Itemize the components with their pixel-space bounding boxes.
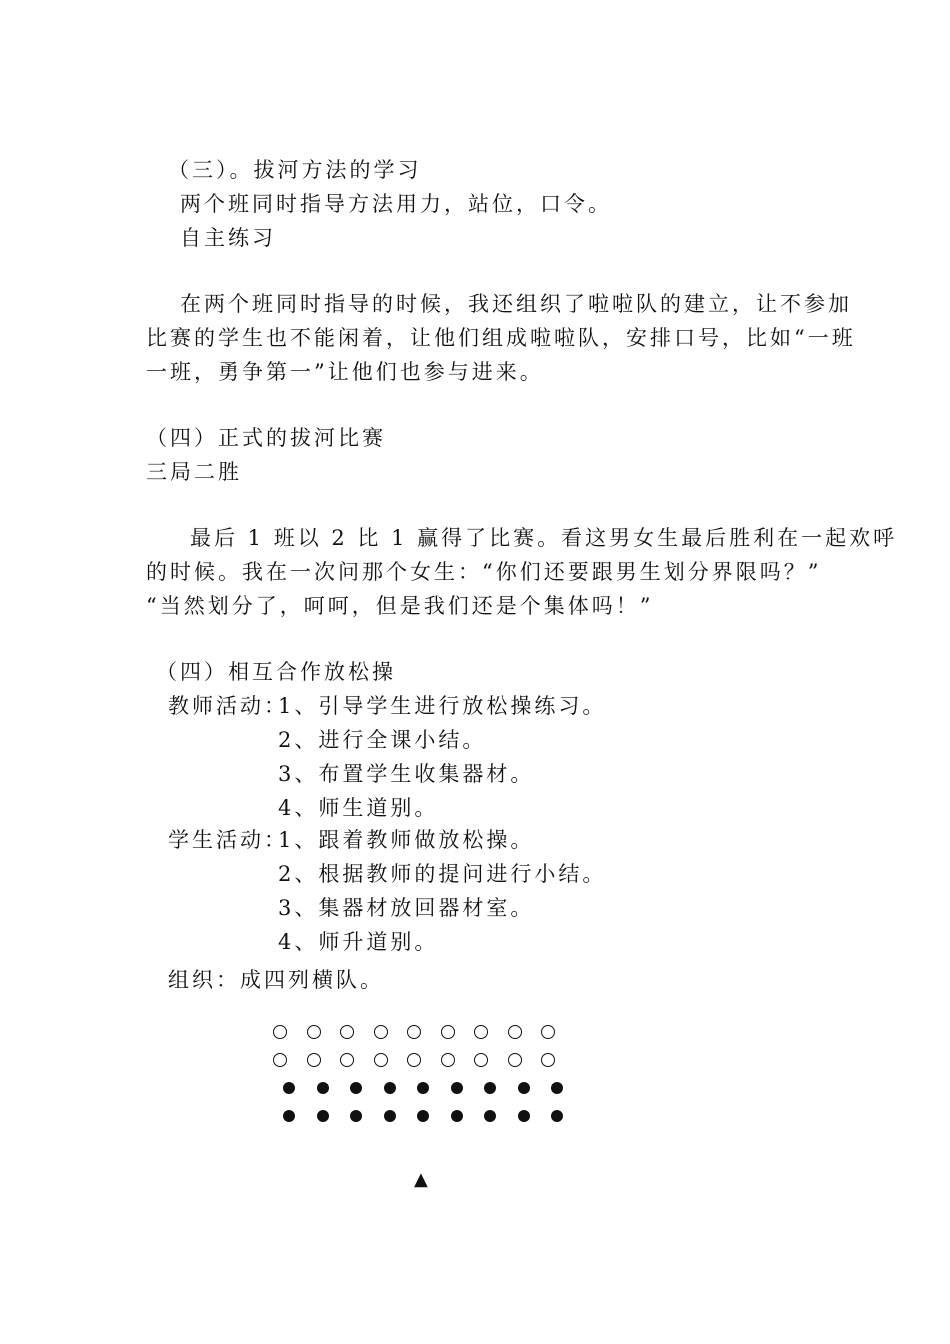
solid-dot-icon	[551, 1082, 563, 1094]
solid-dot-icon	[384, 1110, 396, 1122]
hollow-circle-icon	[307, 1025, 321, 1039]
hollow-circle-icon	[508, 1053, 522, 1067]
section-3-heading: （三）。拔河方法的学习	[168, 158, 422, 182]
paragraph-1-line-3: 一班，勇争第一”让他们也参与进来。	[146, 360, 544, 384]
hollow-circle-icon	[273, 1053, 287, 1067]
hollow-circle-icon	[541, 1025, 555, 1039]
teacher-activity-item: 3、布置学生收集器材。	[278, 762, 535, 786]
hollow-circle-icon	[474, 1053, 488, 1067]
solid-dot-icon	[518, 1110, 530, 1122]
solid-dot-icon	[384, 1082, 396, 1094]
solid-dot-icon	[317, 1082, 329, 1094]
solid-dot-icon	[283, 1082, 295, 1094]
paragraph-1-line-1: 在两个班同时指导的时候，我还组织了啦啦队的建立，让不参加	[180, 292, 852, 316]
solid-dot-icon	[350, 1110, 362, 1122]
teacher-position-icon: ▲	[414, 1169, 428, 1190]
hollow-circle-icon	[441, 1053, 455, 1067]
solid-dot-icon	[317, 1110, 329, 1122]
teacher-activity-item: 2、进行全课小结。	[278, 728, 487, 752]
paragraph-2-line-1: 最后 1 班以 2 比 1 赢得了比赛。看这男女生最后胜利在一起欢呼	[190, 526, 898, 550]
formation-row-hollow	[270, 1022, 590, 1042]
student-activity-item: 2、根据教师的提问进行小结。	[278, 862, 607, 886]
student-activity-item: 3、集器材放回器材室。	[278, 896, 535, 920]
paragraph-2-line-3: “当然划分了，呵呵，但是我们还是个集体吗！”	[146, 594, 654, 618]
section-5-heading: （四）相互合作放松操	[156, 660, 396, 684]
hollow-circle-icon	[441, 1025, 455, 1039]
hollow-circle-icon	[374, 1053, 388, 1067]
teacher-activity-label: 教师活动：	[168, 694, 288, 718]
paragraph-2-line-2: 的时候。我在一次问那个女生：“你们还要跟男生划分界限吗？”	[146, 560, 822, 584]
hollow-circle-icon	[340, 1053, 354, 1067]
solid-dot-icon	[417, 1082, 429, 1094]
hollow-circle-icon	[541, 1053, 555, 1067]
formation-row-solid	[270, 1106, 590, 1126]
section-4-line-1: 三局二胜	[146, 460, 242, 484]
hollow-circle-icon	[407, 1025, 421, 1039]
hollow-circle-icon	[407, 1053, 421, 1067]
student-activity-label: 学生活动：	[168, 828, 288, 852]
solid-dot-icon	[451, 1082, 463, 1094]
section-4-heading: （四）正式的拔河比赛	[146, 426, 386, 450]
hollow-circle-icon	[474, 1025, 488, 1039]
hollow-circle-icon	[307, 1053, 321, 1067]
student-activity-item: 1、跟着教师做放松操。	[278, 828, 535, 852]
solid-dot-icon	[551, 1110, 563, 1122]
solid-dot-icon	[451, 1110, 463, 1122]
section-3-line-2: 自主练习	[180, 226, 276, 250]
hollow-circle-icon	[273, 1025, 287, 1039]
solid-dot-icon	[350, 1082, 362, 1094]
solid-dot-icon	[518, 1082, 530, 1094]
solid-dot-icon	[417, 1110, 429, 1122]
formation-row-hollow	[270, 1050, 590, 1070]
solid-dot-icon	[484, 1110, 496, 1122]
student-activity-item: 4、师升道别。	[278, 930, 439, 954]
section-3-line-1: 两个班同时指导方法用力，站位，口令。	[180, 192, 612, 216]
organization-note: 组织：成四列横队。	[168, 968, 384, 992]
teacher-activity-item: 1、引导学生进行放松操练习。	[278, 694, 607, 718]
hollow-circle-icon	[508, 1025, 522, 1039]
paragraph-1-line-2: 比赛的学生也不能闲着，让他们组成啦啦队，安排口号，比如“一班	[146, 326, 856, 350]
teacher-activity-item: 4、师生道别。	[278, 796, 439, 820]
solid-dot-icon	[283, 1110, 295, 1122]
hollow-circle-icon	[340, 1025, 354, 1039]
formation-row-solid	[270, 1078, 590, 1098]
solid-dot-icon	[484, 1082, 496, 1094]
hollow-circle-icon	[374, 1025, 388, 1039]
